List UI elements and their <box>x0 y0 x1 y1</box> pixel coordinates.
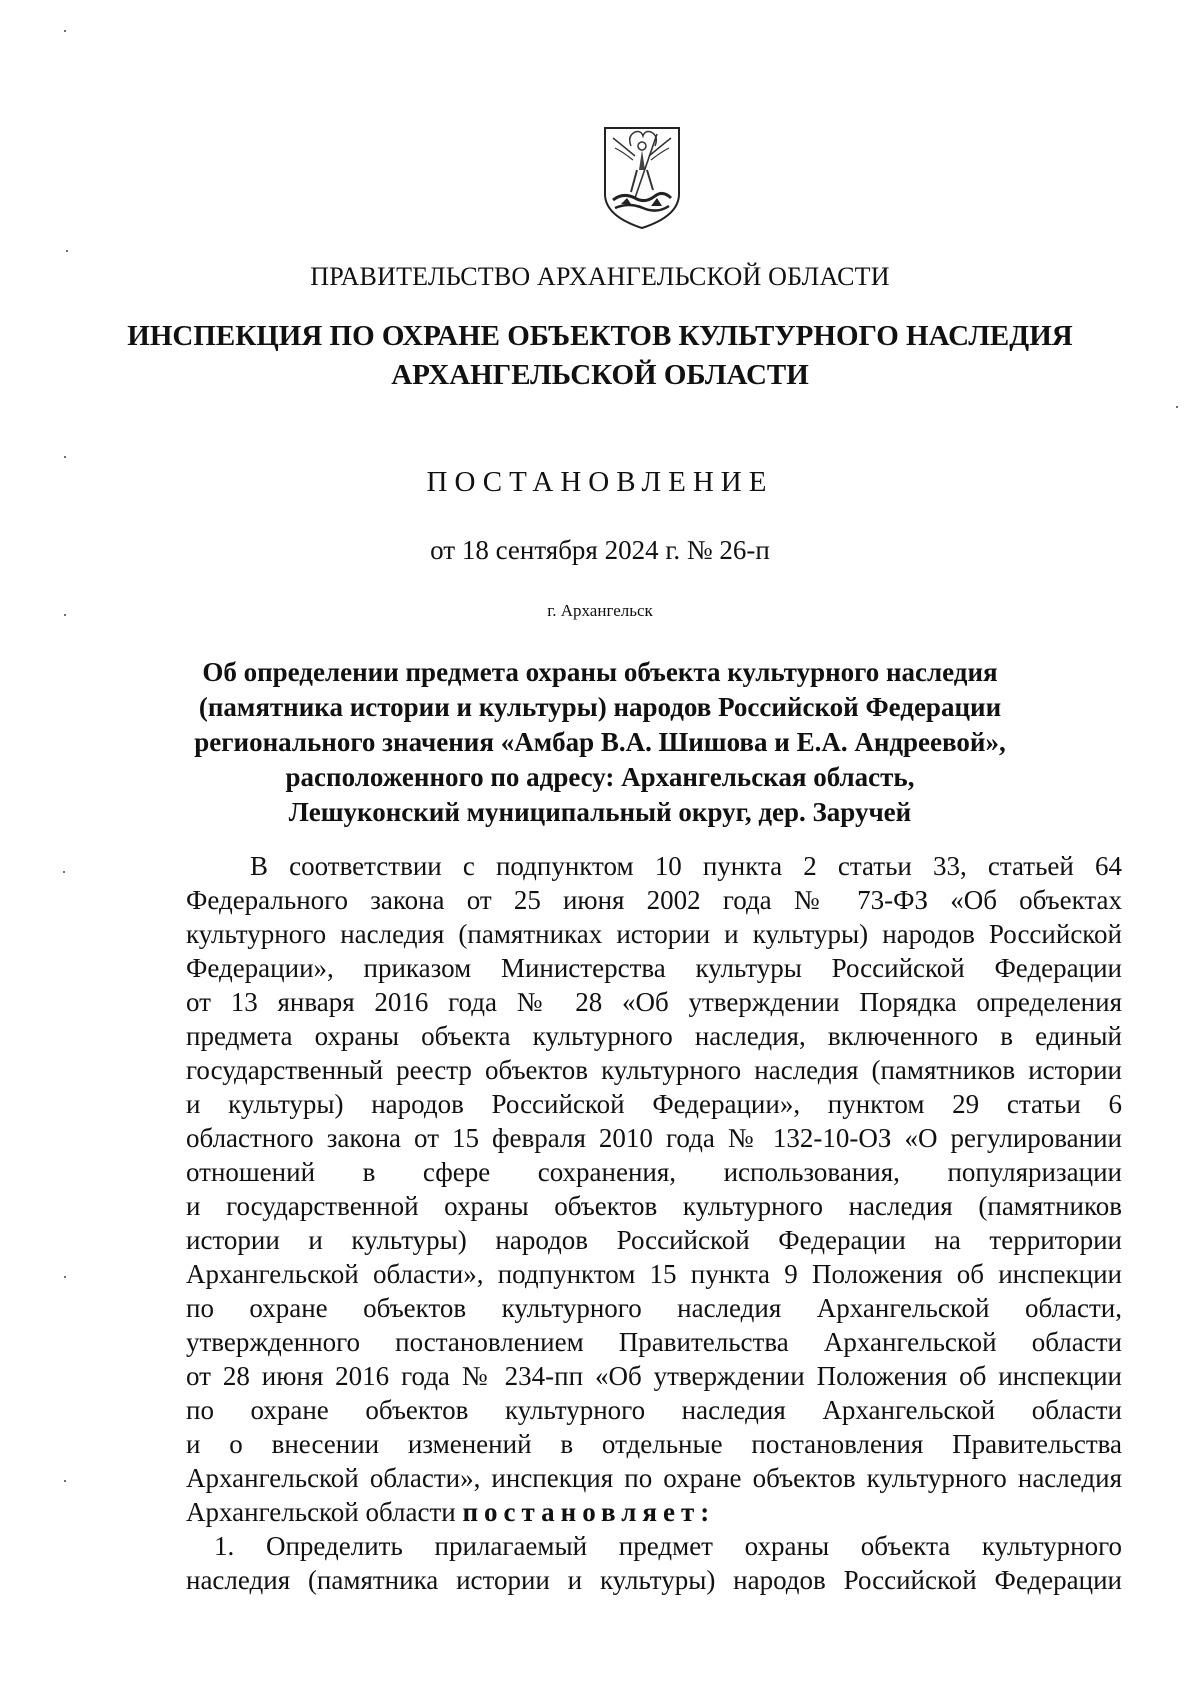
subject-line: регионального значения «Амбар В.А. Шишова и Е.А. Андреевой», <box>194 727 1006 757</box>
resolve-word: постановляет: <box>462 1497 716 1527</box>
document-type: ПОСТАНОВЛЕНИЕ <box>426 466 774 498</box>
body-line: по охране объектов культурного наследия Архангельской области <box>186 1395 1122 1425</box>
agency-name-line: АРХАНГЕЛЬСКОЙ ОБЛАСТИ <box>391 359 809 391</box>
scan-speck <box>64 1276 66 1278</box>
body-line: Архангельской области», подпунктом 15 пункта 9 Положения об инспекции <box>186 1259 1122 1289</box>
body-line: от 28 июня 2016 года № 234-пп «Об утверждении Положения об инспекции <box>186 1361 1122 1391</box>
body-line: по охране объектов культурного наследия Архангельской области, <box>186 1293 1122 1323</box>
scan-speck <box>63 871 65 873</box>
body-line: В соответствии с подпунктом 10 пункта 2 статьи 33, статьей 64 <box>250 851 1122 881</box>
body-line: отношений в сфере сохранения, использования, популяризации <box>186 1157 1122 1187</box>
scan-speck <box>1176 406 1178 408</box>
body-line: Федерации», приказом Министерства культуры Российской Федерации <box>186 953 1122 983</box>
agency-name-line: ИНСПЕКЦИЯ ПО ОХРАНЕ ОБЪЕКТОВ КУЛЬТУРНОГО НАСЛЕДИЯ <box>127 320 1073 352</box>
body-line: от 13 января 2016 года № 28 «Об утверждении Порядка определения <box>186 987 1122 1017</box>
scan-speck <box>64 614 66 616</box>
subject-line: Лешуконский муниципальный округ, дер. Заручей <box>288 797 912 827</box>
document-body <box>186 849 1122 1597</box>
body-line: областного закона от 15 февраля 2010 года № 132-10-ОЗ «О регулировании <box>186 1123 1122 1153</box>
document-date-number: от 18 сентября 2024 г. № 26-п <box>430 535 770 565</box>
body-line: государственный реестр объектов культурного наследия (памятников истории <box>186 1055 1122 1085</box>
agency-name <box>0 317 1200 395</box>
body-line: предмета охраны объекта культурного наследия, включенного в единый <box>186 1021 1122 1051</box>
document-subject <box>0 655 1200 830</box>
body-line: и о внесении изменений в отдельные постановления Правительства <box>186 1429 1122 1459</box>
item-1-line: 1. Определить прилагаемый предмет охраны объекта культурного <box>214 1531 1122 1561</box>
scan-speck <box>66 250 68 252</box>
government-name: ПРАВИТЕЛЬСТВО АРХАНГЕЛЬСКОЙ ОБЛАСТИ <box>310 262 890 291</box>
body-line: истории и культуры) народов Российской Федерации на территории <box>186 1225 1122 1255</box>
resolve-prefix: Архангельской области <box>186 1497 463 1527</box>
scan-speck <box>64 30 66 32</box>
body-line: утвержденного постановлением Правительства Архангельской области <box>186 1327 1122 1357</box>
document-city: г. Архангельск <box>547 601 653 620</box>
body-line: и государственной охраны объектов культурного наследия (памятников <box>186 1191 1122 1221</box>
arkhangelsk-coat-of-arms-icon <box>601 124 683 232</box>
body-line: Архангельской области», инспекция по охране объектов культурного наследия <box>186 1463 1122 1493</box>
body-line: Федерального закона от 25 июня 2002 года № 73-ФЗ «Об объектах <box>186 885 1122 915</box>
item-1-line: наследия (памятника истории и культуры) народов Российской Федерации <box>186 1565 1122 1595</box>
body-line: культурного наследия (памятниках истории и культуры) народов Российской <box>186 919 1122 949</box>
subject-line: (памятника истории и культуры) народов Российской Федерации <box>198 692 1002 722</box>
body-line: и культуры) народов Российской Федерации», пунктом 29 статьи 6 <box>186 1089 1122 1119</box>
scan-speck <box>64 456 66 458</box>
subject-line: расположенного по адресу: Архангельская область, <box>285 762 915 792</box>
resolve-line <box>186 1495 1122 1529</box>
scan-speck <box>64 1480 66 1482</box>
subject-line: Об определении предмета охраны объекта культурного наследия <box>202 657 998 687</box>
